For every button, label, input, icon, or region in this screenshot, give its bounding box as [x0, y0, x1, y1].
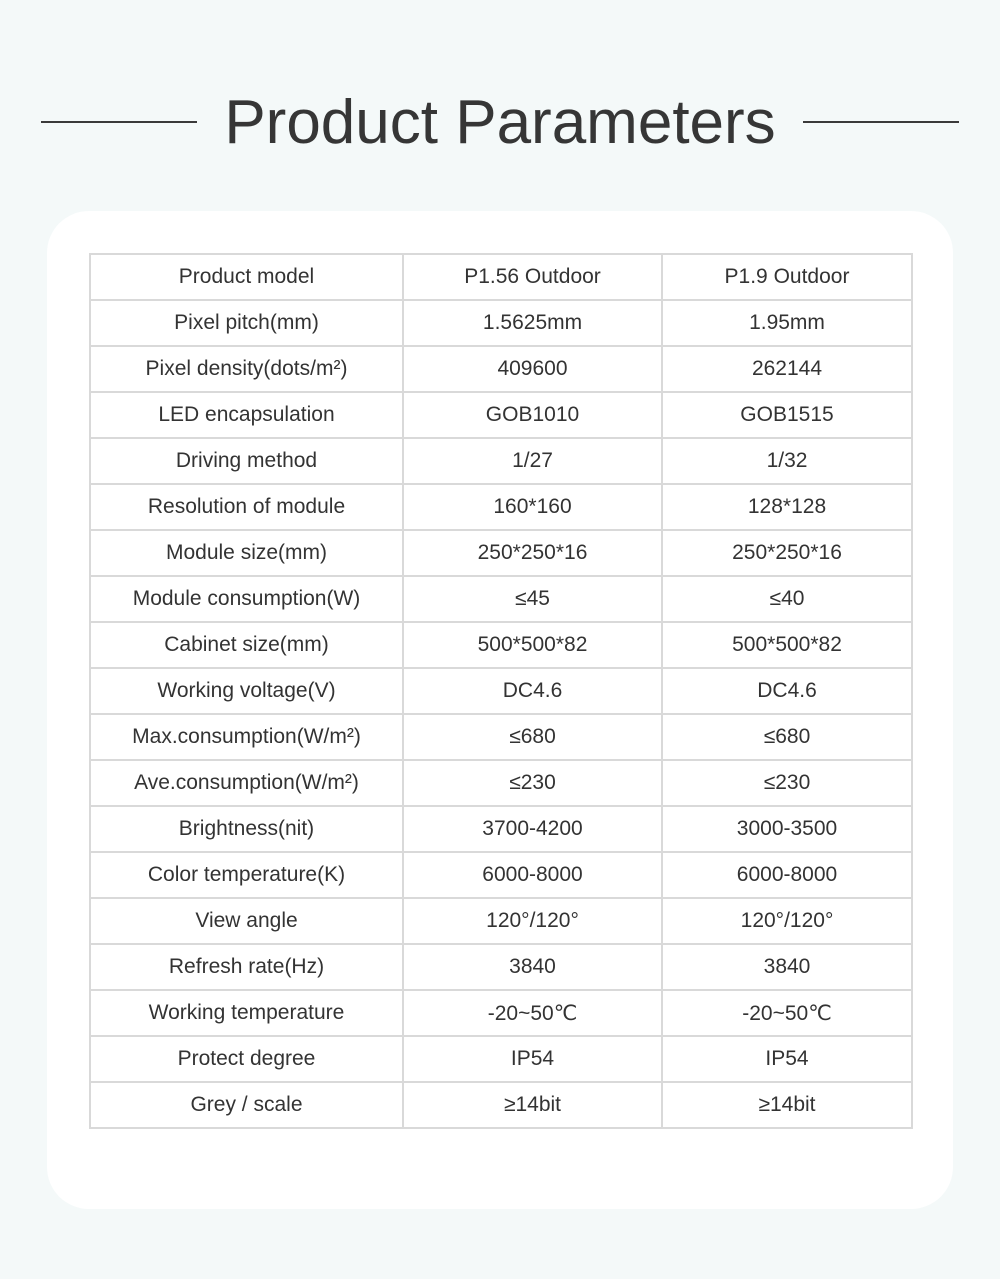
table-row	[90, 392, 912, 438]
table-row	[90, 622, 912, 668]
page-title: Product Parameters	[224, 88, 776, 157]
title-divider-left	[41, 121, 197, 123]
parameter-label: View angle	[90, 898, 403, 944]
parameter-label: LED encapsulation	[90, 392, 403, 438]
parameter-label: Working voltage(V)	[90, 668, 403, 714]
table-row	[90, 484, 912, 530]
parameter-value: 3840	[403, 944, 662, 990]
parameter-value: 1.5625mm	[403, 300, 662, 346]
parameter-value: -20~50℃	[403, 990, 662, 1036]
table-row	[90, 300, 912, 346]
parameter-value: 500*500*82	[662, 622, 912, 668]
parameter-value: P1.9 Outdoor	[662, 254, 912, 300]
parameter-value: ≤230	[403, 760, 662, 806]
parameter-value: 1/27	[403, 438, 662, 484]
parameter-value: ≥14bit	[403, 1082, 662, 1128]
parameters-table	[89, 253, 913, 1129]
parameter-label: Resolution of module	[90, 484, 403, 530]
parameter-value: GOB1515	[662, 392, 912, 438]
parameter-value: 409600	[403, 346, 662, 392]
parameter-label: Ave.consumption(W/m²)	[90, 760, 403, 806]
table-row	[90, 576, 912, 622]
parameter-label: Module consumption(W)	[90, 576, 403, 622]
parameter-value: DC4.6	[662, 668, 912, 714]
parameter-label: Protect degree	[90, 1036, 403, 1082]
table-row	[90, 1082, 912, 1128]
table-row	[90, 668, 912, 714]
table-row	[90, 714, 912, 760]
table-row	[90, 346, 912, 392]
parameter-value: ≤45	[403, 576, 662, 622]
parameter-value: 6000-8000	[403, 852, 662, 898]
parameter-label: Module size(mm)	[90, 530, 403, 576]
parameter-value: IP54	[403, 1036, 662, 1082]
parameter-label: Cabinet size(mm)	[90, 622, 403, 668]
parameter-value: IP54	[662, 1036, 912, 1082]
parameter-label: Refresh rate(Hz)	[90, 944, 403, 990]
parameter-value: 128*128	[662, 484, 912, 530]
parameter-label: Color temperature(K)	[90, 852, 403, 898]
parameter-value: ≤680	[662, 714, 912, 760]
table-row	[90, 944, 912, 990]
parameter-value: 160*160	[403, 484, 662, 530]
parameter-value: ≤680	[403, 714, 662, 760]
parameter-value: GOB1010	[403, 392, 662, 438]
parameter-value: ≥14bit	[662, 1082, 912, 1128]
parameter-value: 3840	[662, 944, 912, 990]
title-divider-right	[803, 121, 959, 123]
parameter-label: Working temperature	[90, 990, 403, 1036]
table-row	[90, 760, 912, 806]
parameter-value: ≤40	[662, 576, 912, 622]
parameter-value: 6000-8000	[662, 852, 912, 898]
parameter-value: 120°/120°	[662, 898, 912, 944]
parameter-value: P1.56 Outdoor	[403, 254, 662, 300]
title-row	[0, 80, 1000, 170]
parameter-label: Pixel pitch(mm)	[90, 300, 403, 346]
parameter-value: 3700-4200	[403, 806, 662, 852]
parameter-label: Grey / scale	[90, 1082, 403, 1128]
parameter-value: 1/32	[662, 438, 912, 484]
parameter-value: 262144	[662, 346, 912, 392]
parameter-value: ≤230	[662, 760, 912, 806]
table-row	[90, 852, 912, 898]
table-row	[90, 438, 912, 484]
table-row	[90, 898, 912, 944]
parameter-value: 1.95mm	[662, 300, 912, 346]
parameter-value: 3000-3500	[662, 806, 912, 852]
table-row	[90, 1036, 912, 1082]
parameter-value: 120°/120°	[403, 898, 662, 944]
parameter-label: Pixel density(dots/m²)	[90, 346, 403, 392]
table-row	[90, 254, 912, 300]
table-row	[90, 806, 912, 852]
parameter-label: Max.consumption(W/m²)	[90, 714, 403, 760]
table-row	[90, 990, 912, 1036]
table-row	[90, 530, 912, 576]
parameter-label: Brightness(nit)	[90, 806, 403, 852]
parameter-value: 500*500*82	[403, 622, 662, 668]
parameter-label: Driving method	[90, 438, 403, 484]
parameter-value: -20~50℃	[662, 990, 912, 1036]
parameter-value: 250*250*16	[403, 530, 662, 576]
parameter-value: 250*250*16	[662, 530, 912, 576]
parameter-value: DC4.6	[403, 668, 662, 714]
parameter-label: Product model	[90, 254, 403, 300]
